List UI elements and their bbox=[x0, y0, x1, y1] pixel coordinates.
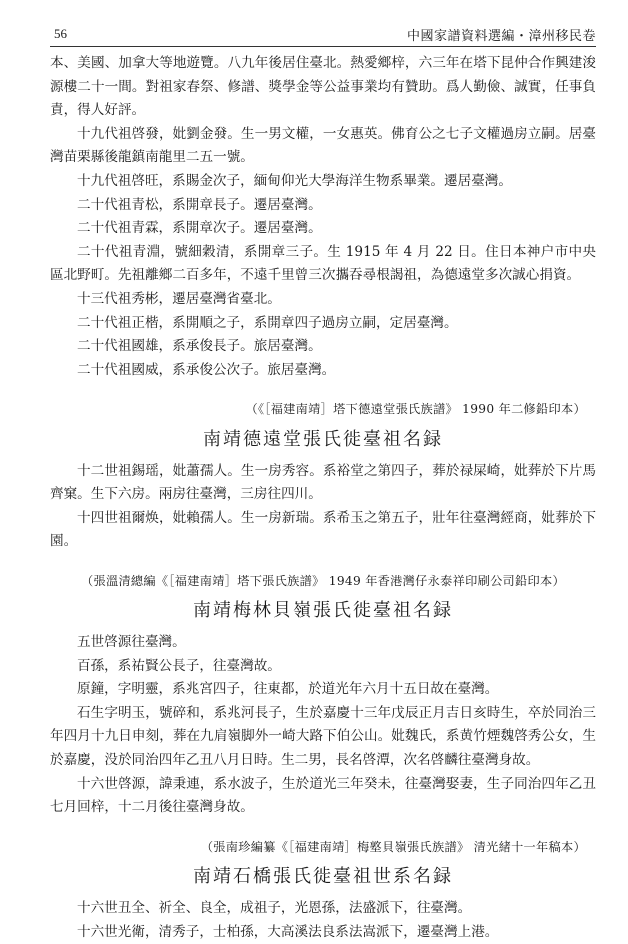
section-title: 南靖德遠堂張氏徙臺祖名録 bbox=[203, 428, 443, 450]
paragraph: 十六世光衛，清秀子，士柏孫，大高溪法良系法嵩派下，遷臺灣上港。 bbox=[77, 923, 499, 940]
paragraph: 百孫，系祐賢公長子，往臺灣故。 bbox=[77, 657, 281, 674]
paragraph: 原鐘，字明靈，系兆宮四子，往東都，於道光年六月十五日故在臺灣。 bbox=[77, 681, 499, 698]
paragraph: 十九代祖啓發，妣劉金發。生一男文權，一女惠英。佛育公之七子文權過房立嗣。居臺灣苗栗縣後龍鎮南龍里二五一號。 bbox=[50, 125, 596, 166]
section-title: 南靖石橋張氏徙臺祖世系名録 bbox=[193, 866, 453, 888]
paragraph: 五世啓源往臺灣。 bbox=[77, 634, 186, 651]
paragraph: 二十代祖國雄，系承俊長子。旅居臺灣。 bbox=[77, 338, 322, 355]
paragraph: 二十代祖青松，系開章長子。遷居臺灣。 bbox=[77, 196, 322, 213]
section-title: 南靖梅林貝嶺張氏徙臺祖名録 bbox=[193, 600, 453, 622]
page-number: 56 bbox=[54, 26, 67, 41]
paragraph: 十三代祖秀彬，遷居臺灣省臺北。 bbox=[77, 290, 281, 307]
paragraph: 石生字明玉，號碎和，系兆河長子，生於嘉慶十三年戊辰正月吉日亥時生，卒於同治三年四月十九日申刻，葬在九肩嶺脚外一崎大路下伯公山。妣魏氏，系黄竹煙魏啓秀公女，生於嘉慶，没於同治四年乙丑八月日時。生二男，長名啓潭，次名啓麟往臺灣身故。 bbox=[50, 704, 596, 769]
paragraph: 十六世啓源，諱秉連，系水波子，生於道光三年癸未，往臺灣娶妻，生子同治四年乙丑七月回梓，十二月後往臺灣身故。 bbox=[50, 775, 596, 816]
paragraph: 十四世祖爾焕，妣賴孺人。生一房新瑞。系希玉之第五子，壯年往臺灣經商，妣葬於下園。 bbox=[50, 509, 596, 550]
page-body bbox=[50, 52, 596, 944]
source-citation: （張南珍編纂《［福建南靖］梅墪貝嶺張氏族譜》 清光緒十一年稿本） bbox=[200, 839, 586, 854]
paragraph: 本、美國、加拿大等地遊覽。八九年後居住臺北。熱愛鄉梓，六三年在塔下昆仲合作興建浚源樓二十一間。對祖家春祭、修譜、獎學金等公益事業均有贊助。爲人勤儉、誠實，任事負責，得人好評。 bbox=[50, 55, 596, 119]
paragraph: 二十代祖正楷，系開順之子，系開章四子過房立嗣，定居臺灣。 bbox=[77, 314, 458, 331]
paragraph: 二十代祖國威，系承俊公次子。旅居臺灣。 bbox=[77, 361, 336, 378]
paragraph: 十九代祖啓旺，系賜金次子，緬甸仰光大學海洋生物系畢業。遷居臺灣。 bbox=[77, 172, 512, 189]
source-citation: （《［福建南靖］塔下德遠堂張氏族譜》 1990 年二修鉛印本） bbox=[245, 402, 586, 417]
paragraph: 十二世祖錫瑶，妣蕭孺人。生一房秀容。系裕堂之第四子，葬於禄屎崎，妣葬於下片馬齊窠。生下六房。兩房往臺灣，三房往四川。 bbox=[50, 462, 596, 503]
source-citation: （張溫清總編《［福建南靖］塔下張氏族譜》 1949 年香港灣仔永泰祥印刷公司鉛印本） bbox=[80, 573, 565, 588]
paragraph: 二十代祖青淵，號細穀清，系開章三子。生 1915 年 4 月 22 日。住日本神户市中央區北野町。先祖離鄉二百多年，不遠千里曾三次攜吞尋根謁祖，為德遠堂多次誠心捐資。 bbox=[50, 243, 596, 284]
paragraph: 十六世丑全、祈全、良全，成祖子，光恩孫，法盛派下，往臺灣。 bbox=[77, 900, 472, 916]
page-header bbox=[50, 20, 596, 47]
running-title: 中國家譜資料選編・漳州移民卷 bbox=[406, 29, 596, 44]
paragraph: 二十代祖青霖，系開章次子。遷居臺灣。 bbox=[77, 220, 322, 237]
